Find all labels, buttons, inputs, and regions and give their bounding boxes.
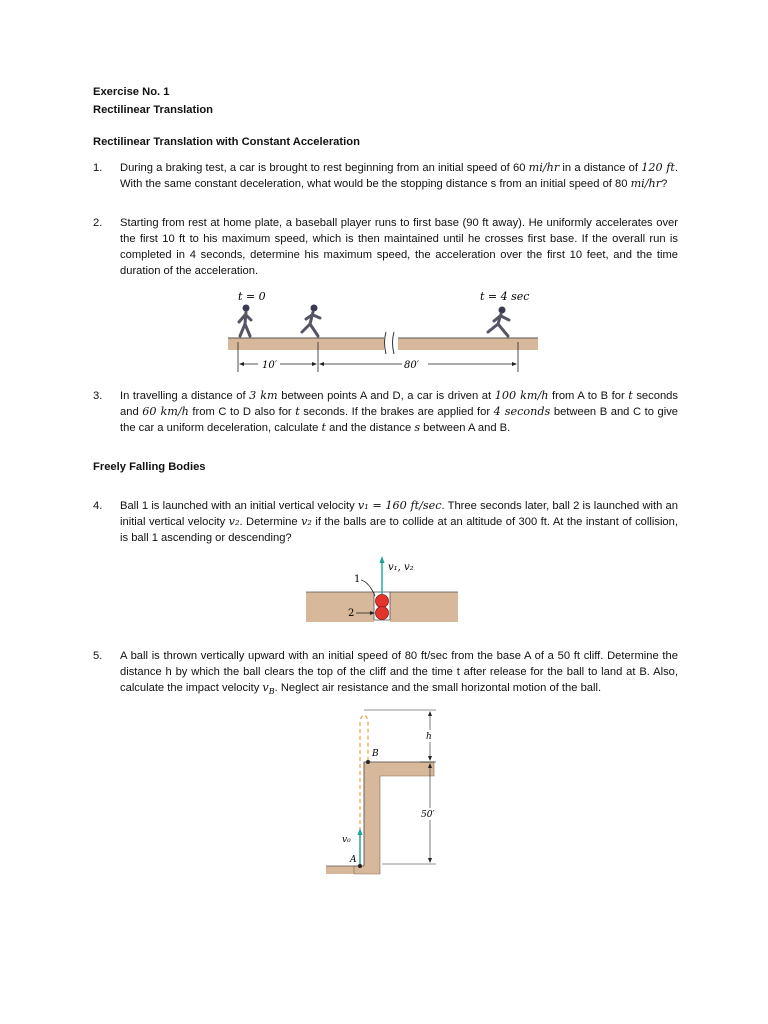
ball-2 <box>376 607 389 620</box>
point-A <box>358 864 362 868</box>
ground-base <box>326 866 354 874</box>
ground-left <box>228 338 384 350</box>
ball-1-label: 1 <box>354 574 361 585</box>
ground-right <box>390 592 458 622</box>
problem-5-number: 5. <box>93 650 103 662</box>
runner-start <box>239 305 251 337</box>
label-h: h <box>426 732 432 742</box>
ball-2-label: 2 <box>348 608 355 619</box>
cliff-figure <box>324 706 454 882</box>
problem-3-text: In travelling a distance of 3 km between points A and D, a car is driven at 100 km/h from A to B for t seconds and 60 km/h from C to D also for t seconds. If the brakes are applied for 4 seconds between B and C to give the car a uniform deceleration, calculate t and the distance s between A and B. <box>120 389 679 434</box>
problem-4-text: Ball 1 is launched with an initial vertical velocity v₁ = 160 ft/sec. Three seconds later, ball 2 is launched with an initial vertical velocity v₂. Determine v₂ if the balls are to collide at an altitude of 300 ft. At the instant of collision, is ball 1 ascending or descending? <box>120 499 678 544</box>
label-50ft: 50′ <box>421 810 435 820</box>
problem-2-text: Starting from rest at home plate, a baseball player runs to first base (90 ft away). He uniformly accelerates over the first 10 ft to his maximum speed, which is then maintained until he crosses first base. If the overall run is completed in 4 seconds, determine his maximum speed, the acceleration over the first 10 feet, and the time duration of the acceleration. <box>120 217 678 277</box>
problem-3-number: 3. <box>93 390 103 402</box>
two-balls-figure <box>304 554 460 624</box>
dimension-80ft: 80′ <box>404 360 419 371</box>
problem-1-number: 1. <box>93 162 103 174</box>
ball-1 <box>376 595 389 608</box>
label-A: A <box>350 855 357 865</box>
ground-right <box>398 338 538 350</box>
label-t0: t = 0 <box>238 290 266 303</box>
break-marks <box>385 332 395 354</box>
runner-middle <box>302 305 320 337</box>
dimension-10ft: 10′ <box>262 360 277 371</box>
problem-5-text: A ball is thrown vertically upward with an initial speed of 80 ft/sec from the base A of a 50 ft cliff. Determine the distance h by which the ball clears the top of the cliff and the time t after release for the ball to land at B. Also, calculate the impact velocity $v_B$. Neglect air resistance and the small horizontal motion of the ball. <box>120 650 678 697</box>
label-B: B <box>372 749 379 759</box>
label-t4: t = 4 sec <box>480 290 530 303</box>
point-B <box>366 760 370 764</box>
ground-left <box>306 592 374 622</box>
section-heading-constant-acceleration: Rectilinear Translation with Constant Acceleration <box>93 136 360 148</box>
problem-4-number: 4. <box>93 500 103 512</box>
baseball-runner-figure <box>222 286 542 378</box>
exercise-title: Exercise No. 1 <box>93 86 170 98</box>
label-v0: v₀ <box>342 835 351 845</box>
problem-1-text: During a braking test, a car is brought to rest beginning from an initial speed of 60 mi/hr in a distance of 120 ft. With the same constant deceleration, what would be the stopping distance s from an initial speed of 80 mi/hr? <box>120 161 678 190</box>
runner-end <box>488 307 509 337</box>
section-heading-freely-falling: Freely Falling Bodies <box>93 461 206 473</box>
velocity-label: v₁, v₂ <box>388 562 414 573</box>
problem-2-number: 2. <box>93 217 103 229</box>
exercise-subtitle: Rectilinear Translation <box>93 104 213 116</box>
